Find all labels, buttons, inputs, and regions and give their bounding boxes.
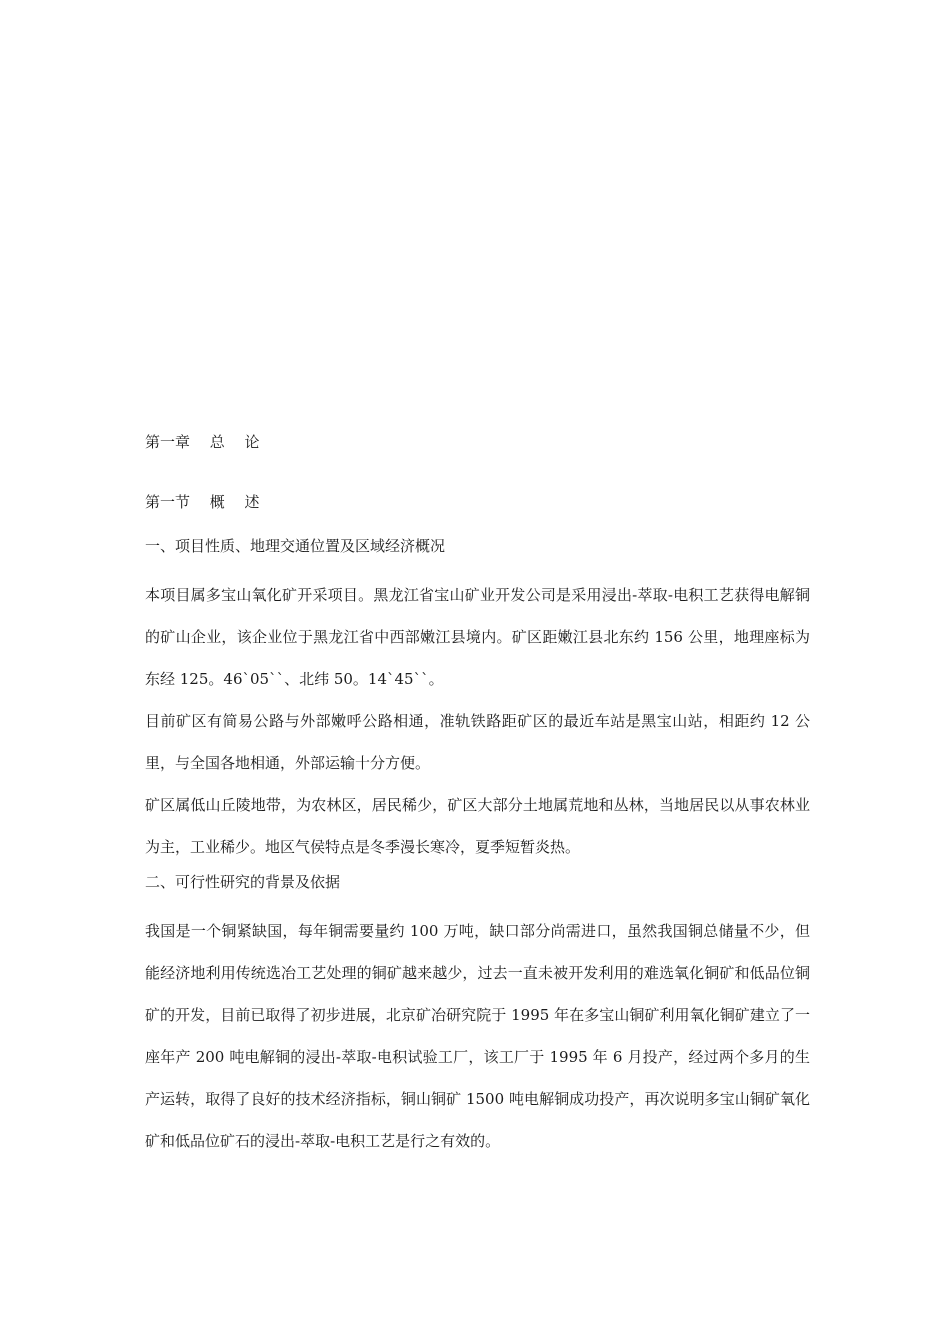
- paragraph-region: 矿区属低山丘陵地带，为农林区，居民稀少，矿区大部分土地属荒地和丛林，当地居民以从事农林业为主，工业稀少。地区气侯特点是冬季漫长寒冷，夏季短暂炎热。: [145, 796, 810, 856]
- chapter-title: 第一章 总 论: [145, 433, 260, 451]
- paragraph-transport: 目前矿区有简易公路与外部嫩呼公路相通，准轨铁路距矿区的最近车站是黑宝山站，相距约 12 公里，与全国各地相通，外部运输十分方便。: [145, 712, 810, 772]
- document-body: [145, 426, 810, 1162]
- section-title: 第一节 概 述: [145, 493, 260, 511]
- subsection-heading-2: 二、可行性研究的背景及依据: [145, 873, 341, 891]
- subsection-heading-1: 一、项目性质、地理交通位置及区域经济概况: [145, 537, 446, 555]
- paragraph-background: 我国是一个铜紧缺国，每年铜需要量约 100 万吨，缺口部分尚需进口，虽然我国铜总储量不少，但能经济地利用传统选冶工艺处理的铜矿越来越少，过去一直未被开发利用的难选氧化铜矿和低品位铜矿的开发，目前已取得了初步进展，北京矿冶研究院于 1995 年在多宝山铜矿利用氧化铜矿建立了一座年产 200 吨电解铜的浸出-萃取-电积试验工厂，该工厂于 1995 年 6 月投产，经过两个多月的生产运转，取得了良好的技术经济指标，铜山铜矿 1500 吨电解铜成功投产，再次说明多宝山铜矿氧化矿和低品位矿石的浸出-萃取-电积工艺是行之有效的。: [145, 922, 810, 1150]
- paragraph-location: 本项目属多宝山氧化矿开采项目。黑龙江省宝山矿业开发公司是采用浸出-萃取-电积工艺获得电解铜的矿山企业，该企业位于黑龙江省中西部嫩江县境内。矿区距嫩江县北东约 156 公里，地理座标为东经 125。46`05``、北纬 50。14`45``。: [145, 586, 810, 688]
